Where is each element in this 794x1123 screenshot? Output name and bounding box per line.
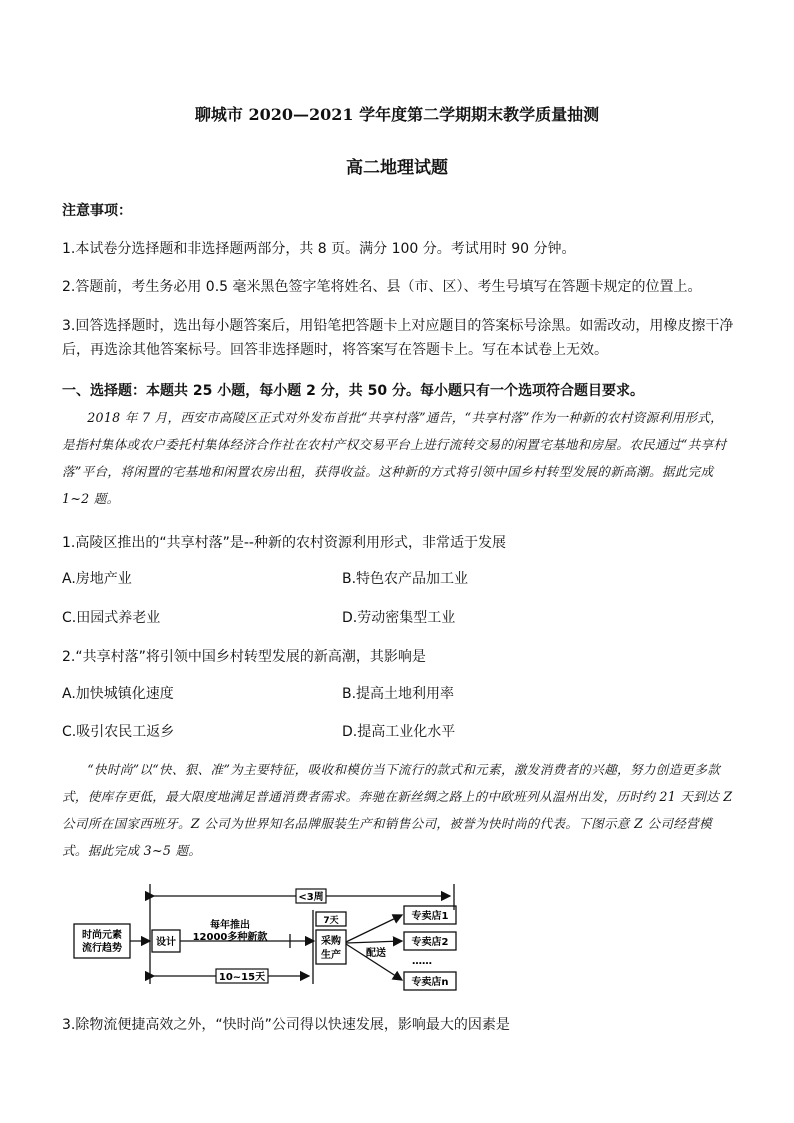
purchase-label-2: 生产 (321, 950, 341, 961)
new-styles-label-2: 12000多种新款 (192, 932, 268, 943)
business-model-diagram (70, 880, 480, 998)
delivery-label: 配送 (366, 948, 386, 959)
store-2-label: 专卖店2 (411, 937, 449, 948)
note-item-1: 1.本试卷分选择题和非选择题两部分，共 8 页。满分 100 分。考试用时 90 分钟。 (62, 241, 576, 257)
arrow-store-2 (346, 941, 402, 943)
new-styles-label-1: 每年推出 (210, 920, 250, 931)
source-label-1: 时尚元素 (82, 930, 122, 941)
seven-days-label: 7天 (323, 916, 339, 926)
q1-option-d[interactable]: D.劳动密集型工业 (342, 610, 456, 626)
note-item-3: 3.回答选择题时，选出每小题答案后，用铅笔把答题卡上对应题目的答案标号涂黑。如需改动，用橡皮擦干净后，再选涂其他答案标号。回答非选择题时，将答案写在答题卡上。写在本试卷上无效。 (62, 318, 734, 358)
store-n-label: 专卖店n (411, 977, 449, 988)
q1-option-b[interactable]: B.特色农产品加工业 (342, 571, 469, 587)
purchase-label-1: 采购 (321, 936, 341, 947)
question-2-stem: 2.“共享村落”将引领中国乡村转型发展的新高潮，其影响是 (62, 649, 426, 665)
question-3-stem: 3.除物流便捷高效之外，“快时尚”公司得以快速发展，影响最大的因素是 (62, 1017, 510, 1033)
stores-ellipsis: …… (412, 956, 432, 967)
exam-title: 聊城市 2020—2021 学年度第二学期期末教学质量抽测 (194, 105, 600, 124)
three-weeks-label: <3周 (298, 892, 324, 903)
section-heading: 一、选择题：本题共 25 小题，每小题 2 分，共 50 分。每小题只有一个选项符合题目要求。 (62, 383, 644, 399)
exam-subtitle: 高二地理试题 (346, 158, 448, 178)
arrow-store-1 (346, 915, 402, 942)
q2-option-b[interactable]: B.提高土地利用率 (342, 686, 455, 702)
ten-fifteen-days-label: 10~15天 (218, 972, 266, 983)
q2-option-c[interactable]: C.吸引农民工返乡 (62, 724, 175, 740)
q1-option-c[interactable]: C.田园式养老业 (62, 610, 161, 626)
q1-option-a[interactable]: A.房地产业 (62, 571, 132, 587)
design-label: 设计 (156, 937, 176, 948)
material-2: “快时尚”以“快、狠、准”为主要特征，吸收和模仿当下流行的款式和元素，激发消费者的兴趣，努力创造更多款式，使库存更低，最大限度地满足普通消费者需求。奔驰在新丝绸之路上的中欧班列从温州出发，历时约 21 天到达 Z 公司所在国家西班牙。Z 公司为世界知名品牌服装生产和销售公司，被誉为快时尚的代表。下图示意 Z 公司经营模式。据此完成 3~5 题。 (62, 762, 733, 858)
notes-heading: 注意事项： (62, 203, 132, 219)
store-1-label: 专卖店1 (411, 911, 449, 922)
material-1: 2018 年 7 月，西安市高陵区正式对外发布首批“共享村落”通告，“共享村落”作为一种新的农村资源利用形式，是指村集体或农户委托村集体经济合作社在农村产权交易平台上进行流转交易的闲置宅基地和房屋。农民通过“共享村落”平台，将闲置的宅基地和闲置农房出租，获得收益。这种新的方式将引领中国乡村转型发展的新高潮。据此完成 1~2 题。 (62, 410, 727, 506)
q2-option-d[interactable]: D.提高工业化水平 (342, 724, 456, 740)
note-item-2: 2.答题前，考生务必用 0.5 毫米黑色签字笔将姓名、县（市、区）、考生号填写在答题卡规定的位置上。 (62, 279, 702, 295)
q2-option-a[interactable]: A.加快城镇化速度 (62, 686, 174, 702)
question-1-stem: 1.高陵区推出的“共享村落”是--种新的农村资源利用形式，非常适于发展 (62, 535, 506, 551)
source-label-2: 流行趋势 (82, 943, 122, 954)
